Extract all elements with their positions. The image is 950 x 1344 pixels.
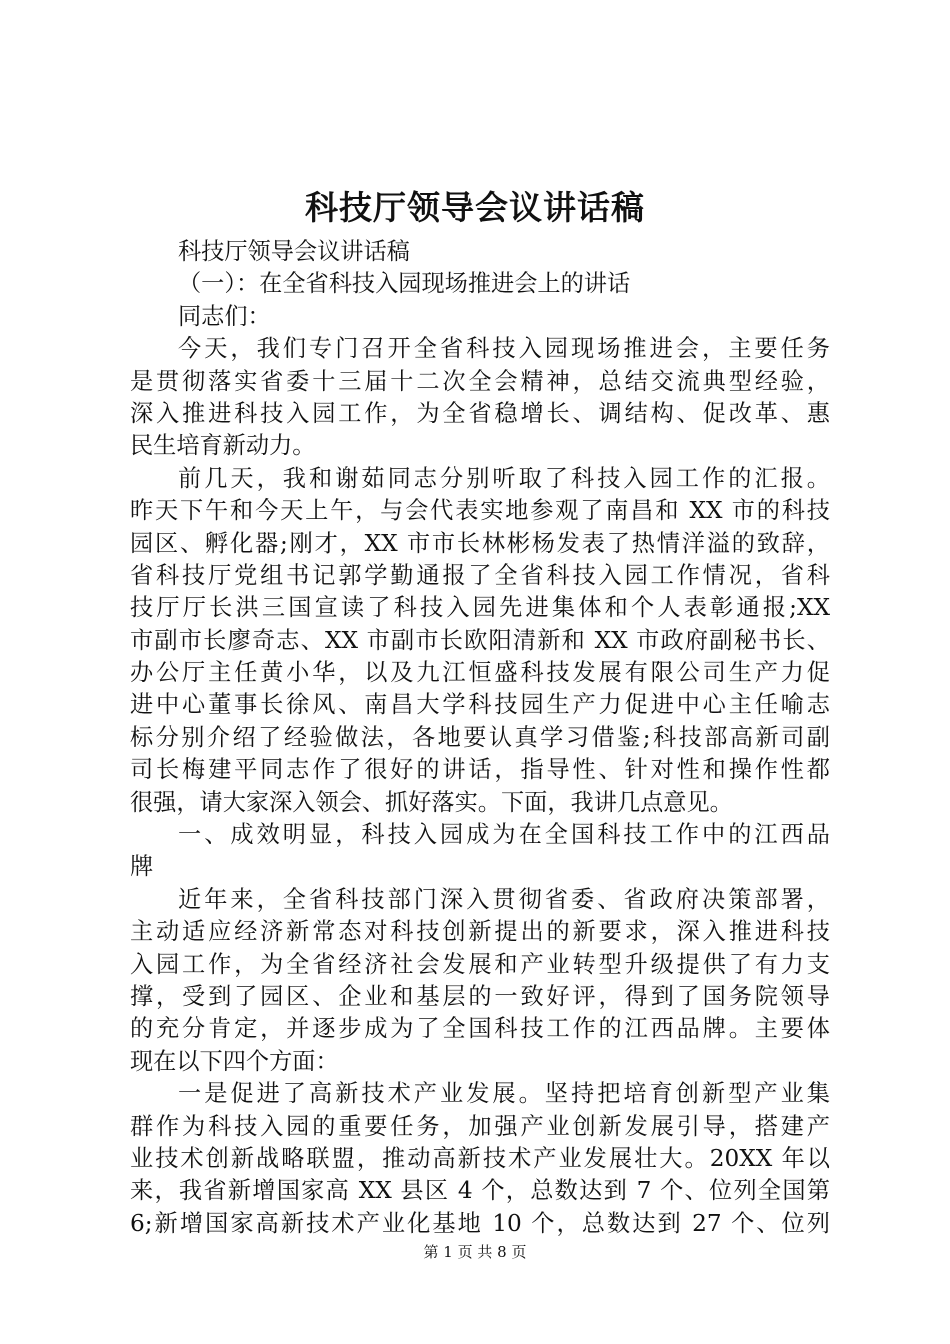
text-line: 今天，我们专门召开全省科技入园现场推进会，主要任务 bbox=[178, 335, 830, 363]
text-line: 群作为科技入园的重要任务，加强产业创新发展引导，搭建产 bbox=[130, 1112, 830, 1140]
text-line: 昨天下午和今天上午，与会代表实地参观了南昌和 XX 市的科技 bbox=[130, 497, 830, 525]
text-line: 民生培育新动力。 bbox=[130, 432, 316, 460]
text-line: 近年来，全省科技部门深入贯彻省委、省政府决策部署， bbox=[178, 885, 830, 913]
text-line: 市副市长廖奇志、XX 市副市长欧阳清新和 XX 市政府副秘书长、 bbox=[130, 626, 830, 654]
text-line: 的充分肯定，并逐步成为了全国科技工作的江西品牌。主要体 bbox=[130, 1015, 830, 1043]
text-line: 司长梅建平同志作了很好的讲话，指导性、针对性和操作性都 bbox=[130, 756, 830, 784]
text-line: 深入推进科技入园工作，为全省稳增长、调结构、促改革、惠 bbox=[130, 399, 830, 427]
page-number: 第 1 页 共 8 页 bbox=[423, 1243, 527, 1261]
text-line: 很强，请大家深入领会、抓好落实。下面，我讲几点意见。 bbox=[130, 788, 733, 816]
text-line: 标分别介绍了经验做法，各地要认真学习借鉴;科技部高新司副 bbox=[130, 723, 830, 751]
text-line: 省科技厅党组书记郭学勤通报了全省科技入园工作情况，省科 bbox=[130, 561, 830, 589]
text-line: 来，我省新增国家高 XX 县区 4 个，总数达到 7 个、位列全国第 bbox=[130, 1177, 830, 1205]
text-line: 是贯彻落实省委十三届十二次全会精神，总结交流典型经验， bbox=[130, 367, 830, 395]
text-line: 进中心董事长徐风、南昌大学科技园生产力促进中心主任喻志 bbox=[130, 691, 830, 719]
section-heading: 牌 bbox=[130, 853, 154, 881]
text-line: 办公厅主任黄小华，以及九江恒盛科技发展有限公司生产力促 bbox=[130, 659, 830, 687]
page-title: 科技厅领导会议讲话稿 bbox=[305, 188, 645, 227]
text-line: 6;新增国家高新技术产业化基地 10 个，总数达到 27 个、位列 bbox=[130, 1209, 830, 1237]
text-line: 撑，受到了园区、企业和基层的一致好评，得到了国务院领导 bbox=[130, 982, 830, 1010]
section-heading: （一）：在全省科技入园现场推进会上的讲话 bbox=[178, 270, 631, 298]
document-body bbox=[130, 236, 830, 1240]
text-line: 园区、孵化器;刚才，XX 市市长林彬杨发表了热情洋溢的致辞， bbox=[130, 529, 830, 557]
section-heading: 一、成效明显，科技入园成为在全国科技工作中的江西品 bbox=[178, 821, 830, 849]
salutation: 同志们： bbox=[178, 302, 271, 330]
text-line: 一是促进了高新技术产业发展。坚持把培育创新型产业集 bbox=[178, 1080, 830, 1108]
text-line: 技厅厅长洪三国宣读了科技入园先进集体和个人表彰通报;XX bbox=[130, 594, 830, 622]
text-line: 主动适应经济新常态对科技创新提出的新要求，深入推进科技 bbox=[130, 918, 830, 946]
text-line: 入园工作，为全省经济社会发展和产业转型升级提供了有力支 bbox=[130, 950, 830, 978]
text-line: 业技术创新战略联盟，推动高新技术产业发展壮大。20XX 年以 bbox=[130, 1144, 830, 1172]
text-line: 前几天，我和谢茹同志分别听取了科技入园工作的汇报。 bbox=[178, 464, 830, 492]
text-line: 现在以下四个方面： bbox=[130, 1047, 339, 1075]
subtitle-line: 科技厅领导会议讲话稿 bbox=[178, 238, 410, 265]
